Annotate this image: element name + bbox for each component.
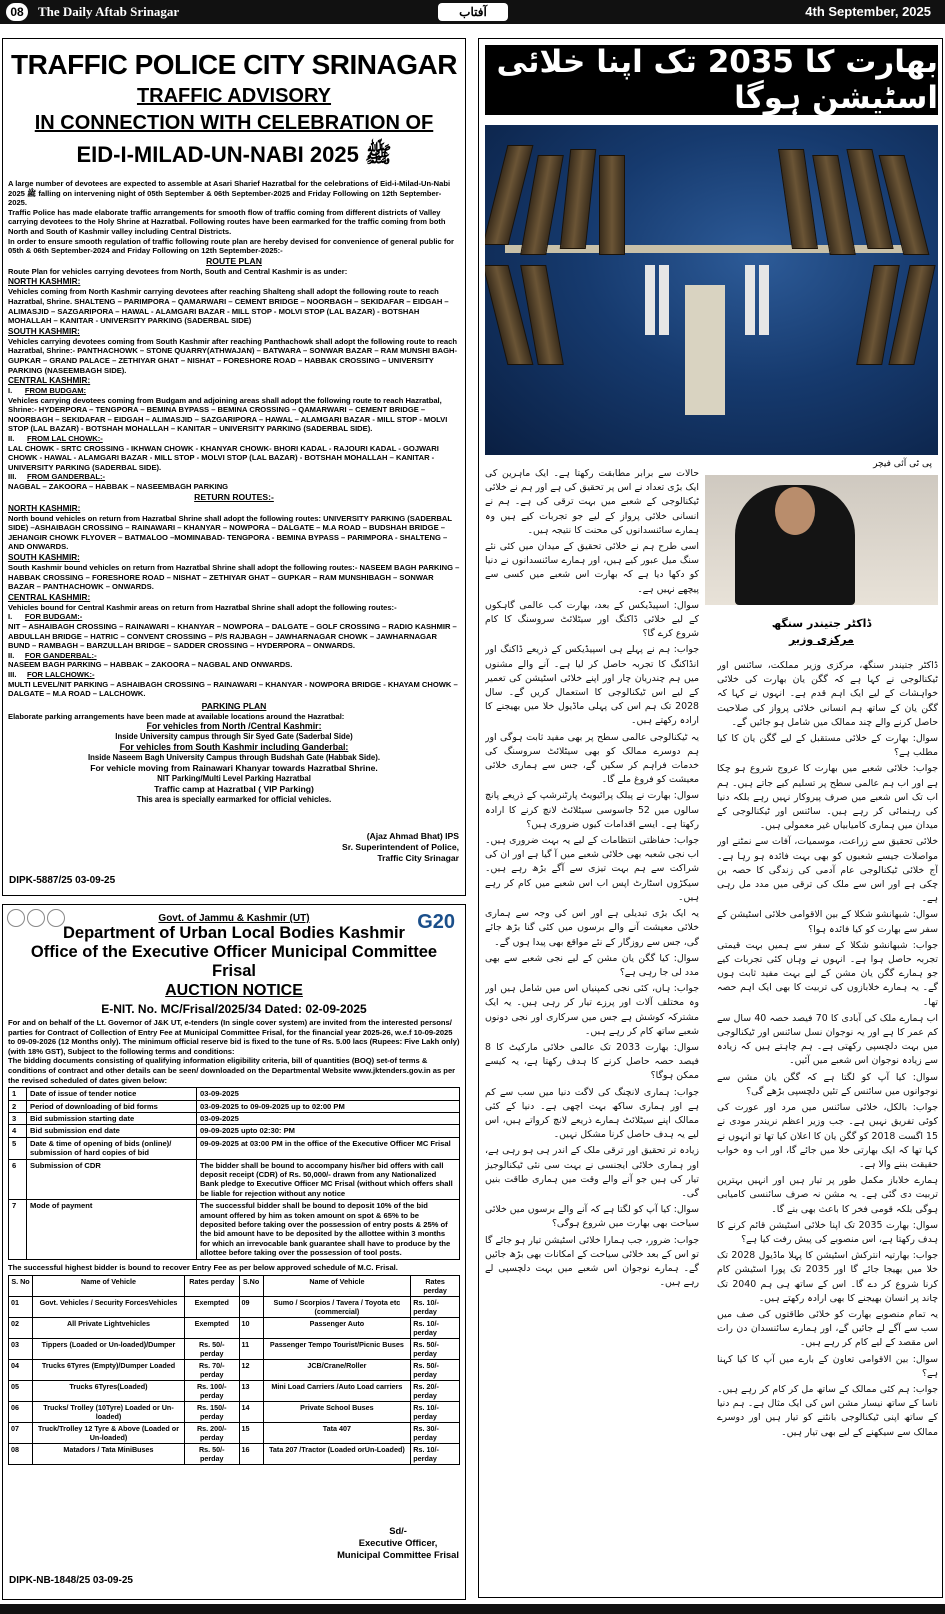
- north-text: Vehicles coming from North Kashmir carrying devotees after reaching Shalteng shall adopt the following route to reach Hazratbal, Shrine. SHALTENG – PARIMPORA – QAMARWARI – CEMENT BRIDGE – NOORBAGH – SEKIDAFAR – EIDGAH – ALIMASJID – SAZGARIPORA – HAWAL - ALAMGARI BAZAR - MILL STOP - MOLVI STOP (LAL BAZAR) - BOTSHAH MOHALLAH – KANITAR - UNIVERSITY PARKING (SADERBAL SIDE): [8, 287, 449, 326]
- article-paragraph: جواب: ہاں، کئی نجی کمپنیاں اس میں شامل ہیں اور وہ مختلف آلات اور پرزے تیار کر رہی ہیں۔ یہ ایک مشترکہ کوشش ہے جس میں سرکاری اور نجی دونوں شعبے ساتھ کام کر رہے ہیں۔: [485, 983, 699, 1037]
- schedule-row: [9, 1112, 460, 1124]
- south-text: Vehicles carrying devotees coming from South Kashmir after reaching Panthachowk shall adopt the following route to reach Hazratbal, Shrine:- PANTHACHOWK – STONE QUARRY(ATHWAJAN) – BATWARA – SONWAR BAZAR – RAM MUNSHI BAGH- GUPKAR – GRAND PALACE – ZETHIYAR GHAT – NISHAT – FORESHORE ROAD – HABBAK CROSSING – UNIVERSITY PARKING (NASEEMBAGH SIDE).: [8, 336, 458, 375]
- schedule-cell: 2: [9, 1100, 27, 1112]
- rates-cell: 12: [239, 1360, 263, 1381]
- page-number: 08: [6, 3, 28, 21]
- r1-text: NIT – ASHAIBAGH CROSSING – RAINAWARI – KHANYAR – NOWPORA – DALGATE – GOLF CROSSING – RADIO KASHMIR – ABDULLAH BRIDGE – HATRIC – CONVENT CROSSING – P/S RAJBAGH – JAWHARNAGAR CHOWK – JAWHARNAGAR BUND – RAMBAGH – BARZULLAH BRIDGE – SADDER CROSSING – HYDERPORA – ONWARDS.: [8, 621, 457, 651]
- r3-heading: FOR LALCHOWK:-: [27, 669, 95, 679]
- rates-cell: 09: [239, 1297, 263, 1318]
- schedule-cell: 09-09-2025 upto 02:30: PM: [197, 1125, 460, 1137]
- schedule-cell: 4: [9, 1125, 27, 1137]
- north-heading: NORTH KASHMIR:: [8, 277, 81, 287]
- central-heading: CENTRAL KASHMIR:: [8, 376, 91, 386]
- rates-header-cell: Rates perday: [411, 1276, 460, 1297]
- rates-cell: 03: [9, 1339, 33, 1360]
- schedule-cell: Bid submission starting date: [27, 1112, 197, 1124]
- schedule-table: [8, 1087, 460, 1260]
- rates-cell: 13: [239, 1381, 263, 1402]
- article-paragraph: یہ ایک بڑی تبدیلی ہے اور اس کی وجہ سے ہماری خلائی معیشت آنے والے برسوں میں کئی گنا بڑھ جائے گی، جس سے روزگار کے نئے مواقع بھی پیدا ہوں گے۔: [485, 908, 699, 948]
- advisory-intro-3: In order to ensure smooth regulation of traffic following route plan are hereby devised for convenience of general public for 05th & 06th September-2024 and Friday Following on 12th September-2025:-: [8, 236, 454, 256]
- schedule-cell: 6: [9, 1159, 27, 1200]
- rates-cell: Truck/Trolley 12 Tyre & Above (Loaded or Un-loaded): [33, 1423, 185, 1444]
- rates-cell: Tippers (Loaded or Un-loaded)/Dumper: [33, 1339, 185, 1360]
- advisory-sig-name: (Ajaz Ahmad Bhat) IPS: [366, 831, 459, 841]
- issue-date: 4th September, 2025: [805, 4, 931, 19]
- return-south-heading: SOUTH KASHMIR:: [8, 553, 80, 562]
- rates-cell: 05: [9, 1381, 33, 1402]
- schedule-cell: 03-09-2025: [197, 1112, 460, 1124]
- schedule-row: [9, 1088, 460, 1100]
- auction-body-2: The bidding documents consisting of qualifying information eligibility criteria, bill of quantities (BOQ) set-of terms & conditions of contract and other details can be seen/ downloaded on the Departmental Website www.jktenders.gov.in as per the revised scheduled of dates given below:: [8, 1056, 456, 1085]
- rates-row: [9, 1444, 460, 1465]
- rates-cell: Rs. 50/- perday: [411, 1339, 460, 1360]
- return-north-heading: NORTH KASHMIR:: [8, 503, 81, 513]
- c1-number: I.: [8, 386, 13, 396]
- space-station-photo: [485, 125, 938, 455]
- article-paragraph: جواب: حفاظتی انتظامات کے لیے یہ بہت ضروری ہیں۔ اب نجی شعبہ بھی خلائی شعبے میں آ گیا ہے اور ان کی شراکت سے ہم بہت تیزی سے آگے بڑھ رہے ہیں۔ سیکڑوں اسٹارٹ اپس اب اس شعبے میں کام کر رہے ہیں۔: [485, 835, 699, 903]
- auction-sig-office: Municipal Committee Frisal: [337, 1549, 459, 1560]
- rates-cell: Exempted: [185, 1318, 240, 1339]
- parking-3-text: NIT Parking/Multi Level Parking Hazratbal: [157, 774, 311, 784]
- schedule-cell: 5: [9, 1137, 27, 1159]
- auction-sig-post: Executive Officer,: [358, 1537, 438, 1548]
- rates-cell: 02: [9, 1318, 33, 1339]
- rates-header-cell: S. No: [9, 1276, 33, 1297]
- rates-cell: Sumo / Scorpios / Tavera / Toyota etc (commercial): [263, 1297, 411, 1318]
- schedule-cell: 3: [9, 1112, 27, 1124]
- c3-text: NAGBAL – ZAKOORA – HABBAK – NASEEMBAGH PARKING: [8, 482, 229, 492]
- article-paragraph: سوال: شبھانشو شکلا کے بین الاقوامی خلائی اسٹیشن کے سفر سے بھارت کو کیا فائدہ ہوا؟: [717, 909, 938, 935]
- traffic-advisory-ad: [2, 38, 466, 896]
- c1-heading: FROM BUDGAM:: [24, 386, 87, 396]
- rates-cell: Rs. 10/- perday: [411, 1402, 460, 1423]
- auction-gov: Govt. of Jammu & Kashmir (UT): [158, 913, 310, 924]
- rates-cell: Rs. 10/- perday: [411, 1318, 460, 1339]
- article-paragraph: ہمارے خلاباز مکمل طور پر تیار ہیں اور انہیں بہترین تربیت دی گئی ہے۔ یہ مشن نہ صرف سائنسی کامیابی ہوگی بلکہ قومی فخر کا باعث بھی بنے گا۔: [717, 1175, 938, 1215]
- paper-name: The Daily Aftab Srinagar: [38, 4, 180, 19]
- advisory-sig-office: Traffic City Srinagar: [377, 853, 459, 863]
- schedule-cell: Date & time of opening of bids (online)/ submission of hard copies of bid: [27, 1137, 197, 1159]
- return-north-text: North bound vehicles on return from Hazratbal Shrine shall adopt the following routes: UNIVERSITY PARKING (SADERBAL SIDE) –ASHAIBAGH CROSSING – RAINAWARI – KHANYAR – NOWPORA – DALGATE – M.A ROAD – BUDSHAH BRIDGE – JEHANGIR CHOWK FLYOVER – BATMALOO –MOMINABAD- TENGPORA - BEMINA BYPASS – PARIMPORA - SHALTENG – AND ONWARDS.: [8, 513, 452, 552]
- article-paragraph: سوال: بھارت 2035 تک اپنا خلائی اسٹیشن قائم کرنے کا ہدف رکھتا ہے، اس منصوبے کی پیش رفت کیا ہے؟: [717, 1219, 938, 1245]
- article-paragraph: حالات سے برابر مطابقت رکھتا ہے۔ ایک ماہرین کی ایک بڑی تعداد نے اس پر تحقیق کی ہے اور ہم نے خلائی ٹیکنالوجی کے شعبے میں بہت ترقی کی ہے۔ ہم نے انسانی خلائی پرواز کے لیے جو تجربات کیے ہیں وہ ہمارے سائنسدانوں کی محنت کا نتیجہ ہیں۔: [485, 468, 699, 536]
- c1-text: Vehicles carrying devotees coming from Budgam and adjoining areas shall adopt the following route to reach Hazratbal, Shrine:- HYDERPORA – TENGPORA – BEMINA BYPASS – BEMINA CROSSING – QAMARWARI – CEMENT BRIDGE – NOORBAGH – SEKIDAFAR – EIDGAH – ALIMASJID – SAZGARIPORA – HAWAL – ALAMGARI BAZAR - MILL STOP - MOLVI STOP (LAL BAZAR) - BOTSHAH MOHALLAH – KANITAR – UNIVERSITY PARKING (SADERBAL SIDE).: [8, 395, 448, 434]
- advisory-title: TRAFFIC POLICE CITY SRINAGAR: [11, 49, 457, 80]
- parking-2-heading: For vehicles from South Kashmir including Ganderbal:: [119, 742, 349, 753]
- advisory-intro-2: Traffic Police has made elaborate traffic arrangements for smooth flow of traffic coming from different districts of Valley carrying devotees to the Holy Shrine at Hazratbal. Following routes have been earmarked for the traffic coming from both North and South of Kashmir valley including Central Districts.: [8, 207, 446, 236]
- page-footer-bar: [0, 1604, 945, 1614]
- advisory-intro: A large number of devotees are expected to assemble at Asari Sharief Hazratbal for the celebrations of Eid-i-Milad-Un-Nabi ﷺ 2025 falling on intervening night of 05th September & 06th September-2025 and Friday Following on 12th September-2025.: [8, 179, 451, 208]
- auction-office: Office of the Executive Officer Municipal Committee Frisal: [30, 943, 438, 980]
- schedule-cell: Submission of CDR: [27, 1159, 197, 1200]
- advisory-subtitle: TRAFFIC ADVISORY: [136, 85, 332, 107]
- parking-4-text: This area is specially earmarked for official vehicles.: [136, 795, 332, 805]
- auction-body: For and on behalf of the Lt. Governor of J&K UT, e-tenders (In single cover system) are invited from the interested persons/ parties for Contract of Collection of Entry Fee at Municipal Committee Frisal, for the financial year 2025-26, w.e.f 10-09-2025 to 09-09-2026 (12 Months only). The minimum official reserve bid is fixed to the tune of Rs. 5.00 lacs (Rupees: Five Lakh only) (with 18% GST), Subject to the following terms and conditions:: [8, 1018, 460, 1056]
- c2-number: II.: [8, 434, 15, 444]
- schedule-row: [9, 1159, 460, 1200]
- rates-row: [9, 1318, 460, 1339]
- article-column-right: [717, 659, 938, 1593]
- schedule-cell: Mode of payment: [27, 1200, 197, 1259]
- rates-row: [9, 1297, 460, 1318]
- rates-cell: Matadors / Tata MiniBuses: [33, 1444, 185, 1465]
- article-paragraph: ڈاکٹر جتیندر سنگھ، مرکزی وزیر مملکت، سائنس اور ٹیکنالوجی نے کہا ہے کہ گگن یان بھارت کی خلائی خواہشات کے لیے ایک اہم قدم ہے۔ انہوں نے کہا کہ گگن یان کے ساتھ ہم انسانی خلائی پرواز کی صلاحیت حاصل کرنے والے چند ممالک میں شامل ہو جائیں گے۔: [717, 660, 938, 728]
- article-paragraph: سوال: بھارت نے پبلک پرائیویٹ پارٹنرشپ کے ذریعے پانچ سالوں میں 52 جاسوسی سیٹلائٹ لانچ کرنے کا ارادہ رکھتا ہے۔ ایسے اقدامات کیوں ضروری ہیں؟: [485, 790, 699, 830]
- article-paragraph: جواب: ضرور، جب ہمارا خلائی اسٹیشن تیار ہو جائے گا تو اس کے بعد خلائی سیاحت کے امکانات بھی بڑھ جائیں گے۔ ہمارے نوجوان اس شعبے میں بہت دلچسپی لے رہے ہیں۔: [485, 1234, 699, 1289]
- parking-1-heading: For vehicles from North /Central Kashmir:: [146, 721, 322, 732]
- rates-table: [8, 1275, 460, 1465]
- auction-notice-title: AUCTION NOTICE: [165, 982, 303, 999]
- return-central-heading: CENTRAL KASHMIR:: [8, 592, 91, 602]
- rates-cell: Mini Load Carriers /Auto Load carriers: [263, 1381, 411, 1402]
- schedule-row: [9, 1100, 460, 1112]
- rates-cell: All Private Lightvehicles: [33, 1318, 185, 1339]
- minister-post: مرکزی وزیر: [789, 633, 854, 646]
- rates-cell: 10: [239, 1318, 263, 1339]
- auction-signature: [337, 1525, 459, 1561]
- emblem-icon: [47, 909, 65, 927]
- rates-intro: The successful highest bidder is bound to recover Entry Fee as per below approved schedule of M.C. Frisal.: [8, 1262, 398, 1272]
- route-plan-sub: Route Plan for vehicles carrying devotees from North, South and Central Kashmir is as under:: [8, 266, 348, 276]
- article-paragraph: اب ہمارے ملک کی آبادی کا 70 فیصد حصہ 40 سال سے کم عمر کا ہے اور یہ نوجوان نسل سائنس اور ٹیکنالوجی میں بہت دلچسپی رکھتی ہے۔ ہم چاہتے ہیں کہ زیادہ سے زیادہ نوجوان اس شعبے میں آئیں۔: [717, 1012, 938, 1067]
- article-paragraph: سوال: بین الاقوامی تعاون کے بارے میں آپ کا کیا کہنا ہے؟: [717, 1353, 938, 1379]
- article-paragraph: جواب: ہماری لانچنگ کی لاگت دنیا میں سب سے کم ہے اور ہماری ساکھ بہت اچھی ہے۔ دنیا کے کئی ممالک اپنے سیٹلائٹ ہمارے ذریعے لانچ کرواتے ہیں، اس لیے یہ ہدف حاصل کرنا مشکل نہیں۔: [485, 1086, 699, 1141]
- minister-portrait: [705, 475, 938, 605]
- r1-number: I.: [8, 612, 13, 622]
- r2-number: II.: [8, 650, 15, 660]
- rates-cell: Rs. 50/- perday: [185, 1339, 240, 1360]
- advisory-sig-post: Sr. Superintendent of Police,: [342, 842, 459, 852]
- rates-cell: 04: [9, 1360, 33, 1381]
- rates-cell: Rs. 50/- perday: [185, 1444, 240, 1465]
- rates-cell: 15: [239, 1423, 263, 1444]
- rates-cell: Private School Buses: [263, 1402, 411, 1423]
- schedule-cell: 03-09-2025 to 09-09-2025 up to 02:00 PM: [197, 1100, 460, 1112]
- rates-cell: 06: [9, 1402, 33, 1423]
- advisory-dipk: DIPK-5887/25 03-09-25: [9, 875, 116, 886]
- parking-4-heading: Traffic camp at Hazratbal ( VIP Parking): [154, 784, 314, 795]
- parking-heading: PARKING PLAN: [201, 700, 267, 711]
- article-paragraph: سوال: کیا گگن یان مشن کے لیے نجی شعبے سے بھی مدد لی جا رہی ہے؟: [485, 952, 699, 978]
- r3-number: III.: [8, 669, 17, 679]
- rates-cell: Rs. 50/- perday: [411, 1360, 460, 1381]
- article-paragraph: سوال: کیا آپ کو لگتا ہے کہ آنے والے برسوں میں خلائی سیاحت بھی بھارت میں شروع ہوگی؟: [485, 1204, 699, 1230]
- schedule-row: [9, 1200, 460, 1259]
- rates-row: [9, 1423, 460, 1444]
- minister-name: ڈاکٹر جتیندر سنگھ: [771, 617, 872, 630]
- schedule-cell: The successful bidder shall be bound to deposit 10% of the bid amount offered by him as token amount on spot & 65% to be deposited before taking over the possession of entry posts & 25% of the bid amount have to be deposited by the allottee within 3 months for which an irrevocable bank guarantee shall have to produce by the allottee before taking over the possession of tool posts.: [197, 1200, 460, 1259]
- rates-cell: Trucks 6Tyres (Empty)/Dumper Loaded: [33, 1360, 185, 1381]
- schedule-row: [9, 1125, 460, 1137]
- rates-header-cell: Name of Vehicle: [263, 1276, 411, 1297]
- article-paragraph: خلائی تحقیق سے زراعت، موسمیات، آفات سے نمٹنے اور مواصلات جیسے شعبوں کو بھی بہت فائدہ ہو رہا ہے۔ آج خلائی ٹیکنالوجی عام آدمی کی زندگی کا حصہ بن چکی ہے اور اس سے ملک کی ترقی میں مدد مل رہی ہے۔: [717, 836, 938, 905]
- rates-cell: Rs. 150/- perday: [185, 1402, 240, 1423]
- rates-row: [9, 1339, 460, 1360]
- schedule-cell: 03-09-2025: [197, 1088, 460, 1100]
- urdu-article: [478, 38, 943, 1598]
- rates-cell: 01: [9, 1297, 33, 1318]
- rates-cell: Passenger Auto: [263, 1318, 411, 1339]
- rates-cell: Rs. 200/- perday: [185, 1423, 240, 1444]
- rates-header-cell: Rates perday: [185, 1276, 240, 1297]
- article-paragraph: اسی طرح ہم نے خلائی تحقیق کے میدان میں کئی نئے سنگ میل عبور کیے ہیں، اور ہمارے سائنسدانوں نے دنیا کو دکھا دیا ہے کہ بھارت اس شعبے میں کسی سے پیچھے نہیں ہے۔: [485, 541, 699, 595]
- parking-sub: Elaborate parking arrangements have been made at available locations around the Hazratbal:: [8, 711, 345, 721]
- auction-sd: Sd/-: [389, 1525, 407, 1536]
- r3-text: MULTI LEVEL/NIT PARKING – ASHAIBAGH CROSSING – RAINAWARI – KHANYAR - NOWPORA BRIDGE - KHAYAM CHOWK – DALGATE – M.A ROAD – LALCHOWK.: [8, 679, 458, 699]
- schedule-cell: 1: [9, 1088, 27, 1100]
- auction-dept: Department of Urban Local Bodies Kashmir: [63, 924, 405, 942]
- rates-cell: Govt. Vehicles / Security ForcesVehicles: [33, 1297, 185, 1318]
- parking-1-text: Inside University campus through Sir Syed Gate (Saderbal Side): [115, 732, 353, 742]
- article-paragraph: جواب: خلائی شعبے میں بھارت کا عروج شروع ہو چکا ہے اور اب ہم عالمی سطح پر تسلیم کیے جاتے ہیں۔ ہم اب تک اس شعبے میں صرف پیروکار نہیں رہے بلکہ دنیا کی رہنمائی کر رہے ہیں۔ سائنس اور ٹیکنالوجی کے میدان میں ہماری کامیابیاں غیر معمولی ہیں۔: [717, 763, 938, 832]
- schedule-row: [9, 1137, 460, 1159]
- auction-notice-ad: [2, 904, 466, 1600]
- schedule-cell: Bid submission end date: [27, 1125, 197, 1137]
- advisory-signature: [342, 831, 459, 864]
- article-paragraph: سوال: بھارت 2033 تک عالمی خلائی مارکیٹ کا 8 فیصد حصہ حاصل کرنے کا ہدف رکھتا ہے، یہ کیسے ممکن ہوگا؟: [485, 1041, 699, 1082]
- auction-enit: E-NIT. No. MC/Frisal/2025/34 Dated: 02-09-2025: [101, 1002, 367, 1016]
- rates-cell: Tata 207 /Tractor (Loaded orUn-Loaded): [263, 1444, 411, 1465]
- rates-cell: 08: [9, 1444, 33, 1465]
- article-paragraph: جواب: بھارتیہ انترکش اسٹیشن کا پہلا ماڈیول 2028 تک خلا میں بھیجا جائے گا اور 2035 تک پورا اسٹیشن کام کرنا شروع کر دے گا۔ اس کے ساتھ ہی ہم 2040 تک چاند پر انسان بھیجنے کا بھی ارادہ رکھتے ہیں۔: [717, 1250, 938, 1304]
- schedule-cell: The bidder shall be bound to accompany his/her bid offers with call deposit receipt (CDR) of Rs. 50,000/- drawn from any Nationalized Bank pledge to Executive Officer MC Frisal (without which offers shall be liable for rejection without any notice: [197, 1159, 460, 1200]
- r2-text: NASEEM BAGH PARKING – HABBAK – ZAKOORA – NAGBAL AND ONWARDS.: [8, 660, 293, 670]
- article-paragraph: یہ تمام منصوبے بھارت کو خلائی طاقتوں کی صف میں سب سے آگے لے جائیں گے، اور ہمارے سائنسدان دن رات اس مقصد کے لیے کام کر رہے ہیں۔: [717, 1308, 938, 1349]
- rates-header-cell: Name of Vehicle: [33, 1276, 185, 1297]
- article-paragraph: جواب: شبھانشو شکلا کے سفر سے ہمیں بہت قیمتی تجربہ حاصل ہوا ہے۔ انہوں نے وہاں کئی تجربات کیے جو ہمارے گگن یان مشن کے لیے بہت مفید ثابت ہوں گے۔ یہ ہمارے خلابازوں کی تربیت کا بھی ایک اہم حصہ تھا۔: [717, 939, 938, 1008]
- paper-logo: آفتاب: [438, 3, 508, 21]
- r2-heading: FOR GANDERBAL:-: [24, 650, 97, 660]
- rates-header-cell: S.No: [239, 1276, 263, 1297]
- rates-cell: Rs. 10/- perday: [411, 1444, 460, 1465]
- rates-cell: Trucks 6Tyres(Loaded): [33, 1381, 185, 1402]
- rates-cell: Rs. 10/- perday: [411, 1297, 460, 1318]
- article-paragraph: یہ ٹیکنالوجی عالمی سطح پر بھی مفید ثابت ہوگی اور ہم دوسرے ممالک کو بھی سیٹلائٹ سروسنگ کی خدمات فراہم کر سکیں گے، جس سے ہماری خلائی معیشت کو فروغ ملے گا۔: [485, 731, 699, 786]
- auction-dipk: DIPK-NB-1848/25 03-09-25: [9, 1575, 133, 1586]
- article-headline: بھارت کا 2035 تک اپنا خلائی اسٹیشن ہوگا: [485, 45, 938, 115]
- c2-heading: FROM LAL CHOWK:-: [27, 434, 103, 444]
- rates-row: [9, 1381, 460, 1402]
- rates-row: [9, 1360, 460, 1381]
- jk-emblems: [7, 909, 67, 935]
- rates-cell: 07: [9, 1423, 33, 1444]
- c3-heading: FROM GANDERBAL:-: [27, 472, 106, 482]
- rates-cell: Rs. 20/- perday: [411, 1381, 460, 1402]
- rates-cell: Passenger Tempo Tourist/Picnic Buses: [263, 1339, 411, 1360]
- rates-cell: 11: [239, 1339, 263, 1360]
- c2-text: LAL CHOWK - SRTC CROSSING - IKHWAN CHOWK - KHANYAR CHOWK- BHORI KADAL - RAJOURI KADAL - GOJWARI CHOWK - HAWAL - ALAMGARI BAZAR - MILL STOP - MOLVI STOP (LAL BAZAR) - BOTSHAH MOHALLAH – KANITAR - UNIVERSITY PARKING (SADERBAL SIDE).: [8, 443, 439, 472]
- article-paragraph: جواب: ہم کئی ممالک کے ساتھ مل کر کام کر رہے ہیں۔ ناسا کے ساتھ نیسار مشن اس کی ایک مثال ہے۔ ہم دنیا کے ساتھ اپنی ٹیکنالوجی بانٹنے کو تیار ہیں اور دوسرے ممالک سے سیکھنے کے لیے بھی تیار ہیں۔: [717, 1383, 938, 1438]
- article-paragraph: سوال: اسپیڈیکس کے بعد، بھارت کب عالمی گاہکوں کے لیے خلائی ڈاکنگ اور سیٹلائٹ سروسنگ کا کام شروع کرے گا؟: [485, 599, 699, 640]
- rates-cell: 14: [239, 1402, 263, 1423]
- emblem-icon: [7, 909, 25, 927]
- g20-logo: G20: [417, 911, 455, 933]
- article-column-left: [485, 467, 699, 1593]
- return-south-text: South Kashmir bound vehicles on return from Hazratbal Shrine shall adopt the following routes:- NASEEM BAGH PARKING – HABBAK CROSSING – FORESHORE ROAD – NISHAT – ZETHIYAR GHAT – GUPKAR – RAM MUNSHIBAGH – SONWAR BAZAR – PANTHACHOWK – ONWARDS.: [8, 563, 460, 592]
- article-paragraph: سوال: بھارت کے خلائی مستقبل کے لیے گگن یان کا کیا مطلب ہے؟: [717, 733, 938, 759]
- parking-3-heading: For vehicle moving from Rainawari Khanyar towards Hazratbal Shrine.: [90, 763, 378, 774]
- photo-credit: پی ٹی آئی فیچر: [873, 459, 932, 469]
- rates-cell: Rs. 70/- perday: [185, 1360, 240, 1381]
- rates-cell: Exempted: [185, 1297, 240, 1318]
- article-paragraph: سوال: کیا آپ کو لگتا ہے کہ گگن یان مشن سے نوجوانوں میں سائنس کے تئیں دلچسپی بڑھے گی؟: [717, 1071, 938, 1097]
- article-paragraph: زیادہ تر تحقیق اور ترقی ملک کے اندر ہی ہو رہی ہے، اور ہماری خلائی ایجنسی نے بہت سی نئی ٹیکنالوجیز تیار کی ہیں جو آنے والے وقت میں ہماری طاقت بنیں گی۔: [485, 1145, 699, 1199]
- schedule-cell: 7: [9, 1200, 27, 1259]
- south-heading: SOUTH KASHMIR:: [8, 326, 80, 336]
- r1-heading: FOR BUDGAM:-: [24, 612, 83, 622]
- schedule-cell: Date of issue of tender notice: [27, 1088, 197, 1100]
- schedule-cell: Period of downloading of bid forms: [27, 1100, 197, 1112]
- rates-cell: 16: [239, 1444, 263, 1465]
- route-plan-heading: ROUTE PLAN: [206, 255, 262, 266]
- page-header: [0, 0, 945, 24]
- advisory-subtitle-2: IN CONNECTION WITH CELEBRATION OF: [34, 112, 434, 134]
- rates-cell: Rs. 100/- perday: [185, 1381, 240, 1402]
- rates-cell: Tata 407: [263, 1423, 411, 1444]
- rates-row: [9, 1402, 460, 1423]
- emblem-icon: [27, 909, 45, 927]
- advisory-event: EID-I-MILAD-UN-NABI ﷺ 2025: [76, 142, 392, 167]
- rates-cell: Trucks/ Trolley (10Tyre) Loaded or Un-loaded): [33, 1402, 185, 1423]
- article-paragraph: جواب: ہم نے پہلے ہی اسپیڈیکس کے ذریعے ڈاکنگ اور انڈاکنگ کا تجربہ حاصل کر لیا ہے۔ آنے والے مشنوں میں ہم چندریان چار اور اپنے خلائی اسٹیشن کی تعمیر کے لیے اس ٹیکنالوجی کا استعمال کریں گے۔ سال 2028 تک ہم اس کی پہلی ماڈیول خلا میں بھیجنے کا ارادہ رکھتے ہیں۔: [485, 644, 699, 727]
- return-heading: RETURN ROUTES:-: [194, 491, 274, 502]
- rates-cell: JCB/Crane/Roller: [263, 1360, 411, 1381]
- parking-2-text: Inside Naseem Bagh University Campus through Budshah Gate (Habbak Side).: [87, 753, 380, 763]
- rates-cell: Rs. 30/- perday: [411, 1423, 460, 1444]
- schedule-cell: 09-09-2025 at 03:00 PM in the office of the Executive Officer MC Frisal: [197, 1137, 460, 1159]
- article-paragraph: جواب: بالکل، خلائی سائنس میں مرد اور عورت کی کوئی تفریق نہیں ہے۔ جب وزیر اعظم نریندر مودی نے 15 اگست 2018 کو گگن یان کا اعلان کیا تھا تو انہوں نے کہا تھا کہ ایک بھارتی خلا میں جائے گا، اور اب وہ خواب حقیقت بننے والا ہے۔: [717, 1102, 938, 1170]
- return-central-text: Vehicles bound for Central Kashmir areas on return from Hazratbal Shrine shall adopt the following routes:-: [8, 602, 397, 612]
- c3-number: III.: [8, 472, 17, 482]
